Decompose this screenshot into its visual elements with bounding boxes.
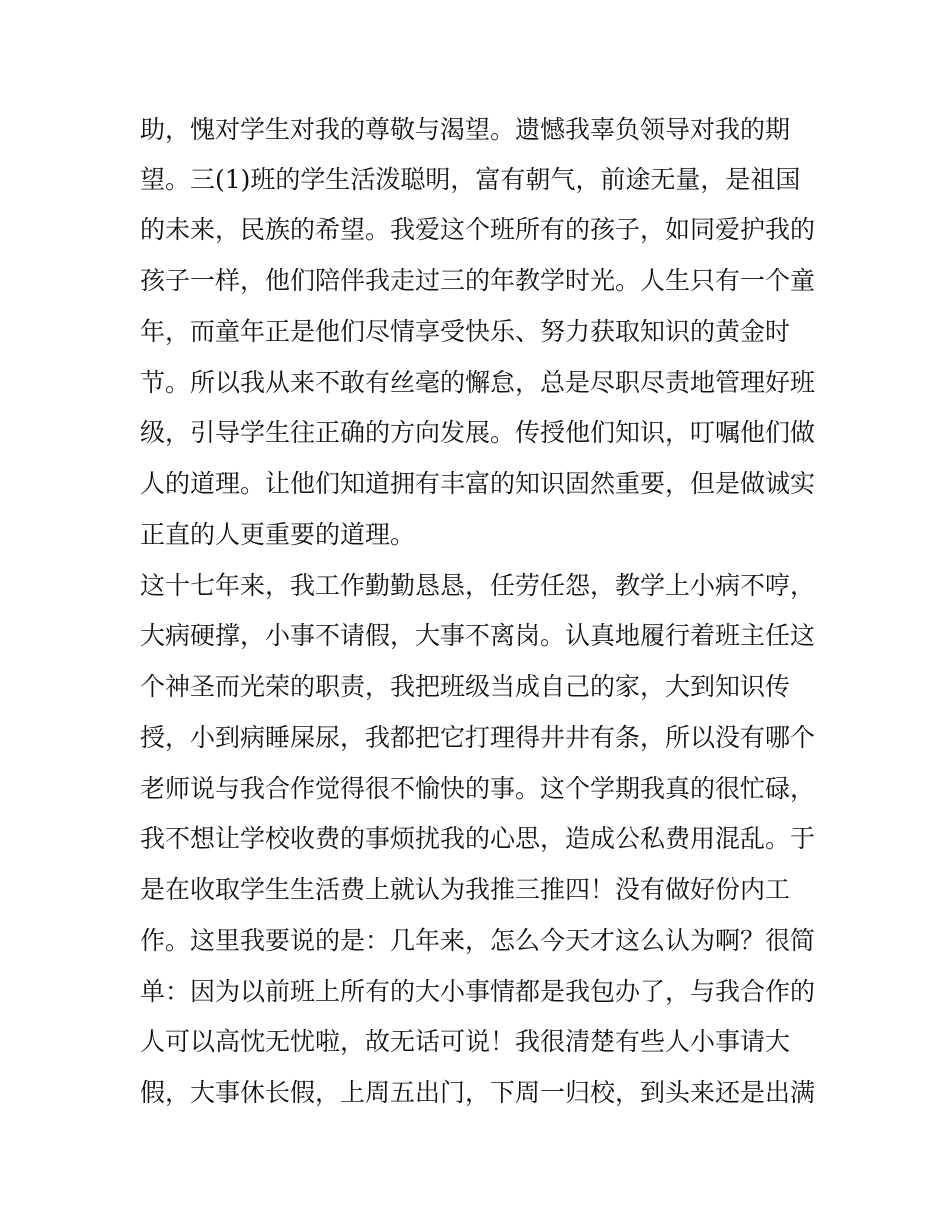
text-line: 的未来，民族的希望。我爱这个班所有的孩子，如同爱护我的 [140,215,816,244]
text-line: 老师说与我合作觉得很不愉快的事。这个学期我真的很忙碌， [140,774,816,803]
text-line: 单：因为以前班上所有的大小事情都是我包办了，与我合作的 [140,977,816,1006]
text-line: 假，大事休长假，上周五出门，下周一归校，到头来还是出满 [140,1078,816,1107]
text-line: 人的道理。让他们知道拥有丰富的知识固然重要，但是做诚实 [140,469,816,498]
text-line: 作。这里我要说的是：几年来，怎么今天才这么认为啊？很简 [140,926,816,955]
text-line: 我不想让学校收费的事烦扰我的心思，造成公私费用混乱。于 [140,824,816,853]
text-line: 孩子一样，他们陪伴我走过三的年教学时光。人生只有一个童 [140,266,816,295]
text-line: 人可以高忱无忧啦，故无话可说！我很清楚有些人小事请大 [140,1027,791,1056]
text-line: 望。三(1)班的学生活泼聪明，富有朝气，前途无量，是祖国 [140,165,801,194]
text-line: 授，小到病睡屎尿，我都把它打理得井井有条，所以没有哪个 [140,723,816,752]
text-line: 是在收取学生生活费上就认为我推三推四！没有做好份内工 [140,875,791,904]
text-line: 节。所以我从来不敢有丝毫的懈怠，总是尽职尽责地管理好班 [140,368,816,397]
text-line: 正直的人更重要的道理。 [140,520,416,549]
text-line: 级，引导学生往正确的方向发展。传授他们知识，叮嘱他们做 [140,418,816,447]
text-line: 个神圣而光荣的职责，我把班级当成自己的家，大到知识传 [140,672,791,701]
text-line: 助，愧对学生对我的尊敬与渴望。遗憾我辜负领导对我的期 [140,115,791,144]
text-line: 这十七年来，我工作勤勤恳恳，任劳任怨，教学上小病不哼， [140,571,816,600]
text-line: 大病硬撑，小事不请假，大事不离岗。认真地履行着班主任这 [140,621,816,650]
text-line: 年，而童年正是他们尽情享受快乐、努力获取知识的黄金时 [140,317,791,346]
